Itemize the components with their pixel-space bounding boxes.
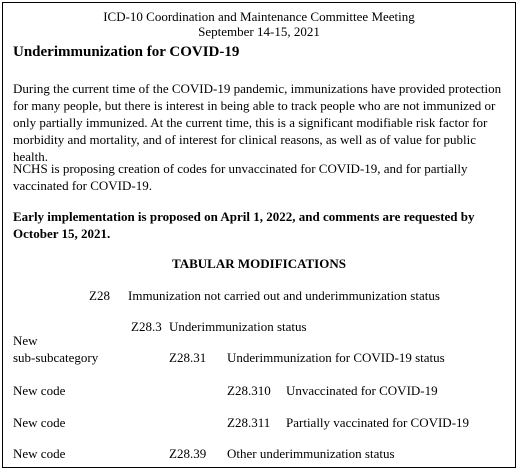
- proposal-paragraph: NCHS is proposing creation of codes for unvaccinated for COVID-19, and for partially vaccinated for COVID-19.: [13, 161, 468, 193]
- section-title: Underimmunization for COVID-19: [13, 44, 240, 60]
- meeting-dates: September 14-15, 2021: [198, 24, 320, 39]
- row-label: New code: [13, 446, 66, 461]
- row-description: Other underimmunization status: [227, 446, 395, 461]
- implementation-paragraph: Early implementation is proposed on April 1, 2022, and comments are requested by October 15, 2021.: [13, 209, 475, 241]
- document-page: [2, 2, 516, 468]
- intro-paragraph: During the current time of the COVID-19 pandemic, immunizations have provided protection for many people, but there is interest in being able to track people who are not immunized or only partially immunized. At the current time, this is a significant modifiable risk factor for morbidity and mortality, and of interest for clinical reasons, as well as of value for public health.: [13, 81, 502, 164]
- row-code: Z28.310: [227, 383, 271, 398]
- row-description: Underimmunization for COVID-19 status: [227, 350, 445, 365]
- row-code: Z28.311: [227, 415, 271, 430]
- category-description: Immunization not carried out and underimmunization status: [128, 288, 440, 303]
- subcategory-description: Underimmunization status: [169, 319, 307, 334]
- subcategory-code: Z28.3: [131, 319, 162, 334]
- row-label: New code: [13, 415, 66, 430]
- row-description: Unvaccinated for COVID-19: [286, 383, 438, 398]
- row-code: Z28.39: [169, 446, 207, 461]
- row-label: New code: [13, 383, 66, 398]
- tabular-heading: TABULAR MODIFICATIONS: [172, 256, 346, 271]
- category-code: Z28: [89, 288, 110, 303]
- row-label-line1: New: [13, 333, 38, 348]
- row-label-line2: sub-subcategory: [13, 350, 99, 365]
- meeting-title: ICD-10 Coordination and Maintenance Committee Meeting: [103, 9, 415, 24]
- row-description: Partially vaccinated for COVID-19: [286, 415, 470, 430]
- row-code: Z28.31: [169, 350, 207, 365]
